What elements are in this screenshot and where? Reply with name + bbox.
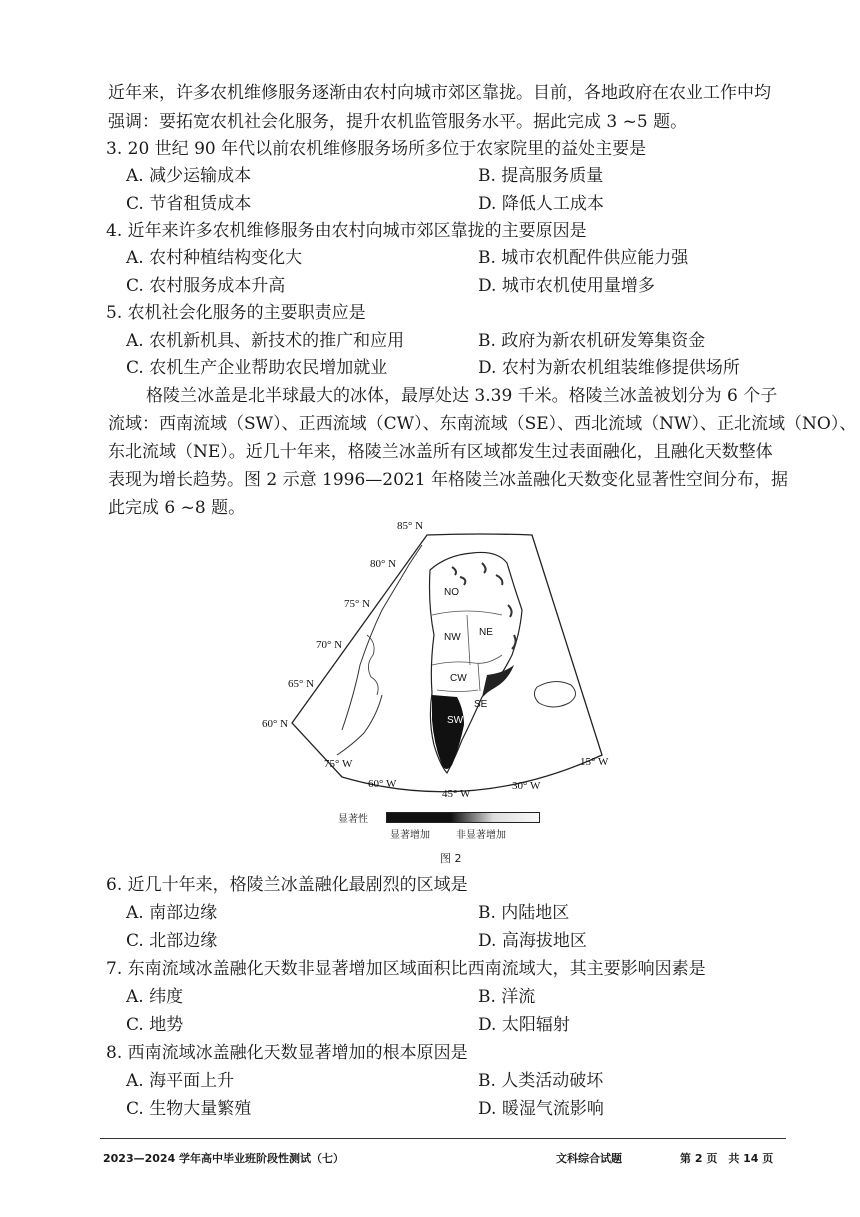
q5-option-d[interactable]: D. 农村为新农机组装维修提供场所 (478, 358, 740, 378)
q5-option-a[interactable]: A. 农机新机具、新技术的推广和应用 (126, 331, 405, 351)
region-label-nw: NW (444, 632, 461, 643)
intro-line-1: 近年来，许多农机维修服务逐渐由农村向城市郊区靠拢。目前，各地政府在农业工作中均 (108, 83, 771, 103)
q6-option-c[interactable]: C. 北部边缘 (126, 931, 218, 951)
lat-label-80n: 80° N (370, 558, 397, 570)
q8-option-b[interactable]: B. 人类活动破坏 (478, 1071, 604, 1091)
q4-option-c[interactable]: C. 农村服务成本升高 (126, 276, 286, 296)
greenland-map (262, 515, 612, 815)
q7-option-d[interactable]: D. 太阳辐射 (478, 1015, 570, 1035)
q3-option-b[interactable]: B. 提高服务质量 (478, 166, 604, 186)
region-label-no: NO (444, 587, 459, 598)
passage2-line-3: 东北流域（NE）。近几十年来，格陵兰冰盖所有区域都发生过表面融化，且融化天数整体 (108, 442, 773, 462)
legend-nonsignificant-label: 非显著增加 (456, 830, 506, 841)
lon-label-15w: 15° W (580, 756, 609, 768)
question-3-stem: 3. 20 世纪 90 年代以前农机维修服务场所多位于农家院里的益处主要是 (106, 139, 647, 159)
map-legend (338, 810, 558, 850)
q8-option-c[interactable]: C. 生物大量繁殖 (126, 1099, 252, 1119)
q8-option-a[interactable]: A. 海平面上升 (126, 1071, 235, 1091)
q7-option-a[interactable]: A. 纬度 (126, 987, 184, 1007)
question-5-stem: 5. 农机社会化服务的主要职责应是 (106, 303, 366, 323)
passage2-line-4: 表现为增长趋势。图 2 示意 1996—2021 年格陵兰冰盖融化天数变化显著性空间分布，据 (108, 470, 788, 490)
passage2-line-2: 流域：西南流域（SW）、正西流域（CW）、东南流域（SE）、西北流域（NW）、正北流域（NO）、 (108, 414, 857, 434)
q3-option-d[interactable]: D. 降低人工成本 (478, 194, 604, 214)
region-label-cw: CW (450, 673, 467, 684)
region-label-sw: SW (447, 715, 464, 726)
q4-option-b[interactable]: B. 城市农机配件供应能力强 (478, 248, 689, 268)
legend-significant-label: 显著增加 (390, 830, 430, 841)
q6-option-b[interactable]: B. 内陆地区 (478, 903, 570, 923)
q5-option-c[interactable]: C. 农机生产企业帮助农民增加就业 (126, 358, 388, 378)
lat-label-85n: 85° N (397, 520, 424, 532)
lon-label-45w: 45° W (442, 788, 471, 800)
legend-gradient-bar (386, 812, 540, 823)
q3-option-a[interactable]: A. 减少运输成本 (126, 166, 252, 186)
lat-label-60n: 60° N (262, 718, 289, 730)
greenland-map-svg (262, 515, 612, 815)
footer-divider (100, 1138, 786, 1139)
passage2-line-5: 此完成 6 ~8 题。 (108, 498, 246, 518)
q7-option-b[interactable]: B. 洋流 (478, 987, 536, 1007)
question-8-stem: 8. 西南流域冰盖融化天数显著增加的根本原因是 (106, 1043, 468, 1063)
iceland (534, 681, 575, 707)
passage2-line-1: 格陵兰冰盖是北半球最大的冰体，最厚处达 3.39 千米。格陵兰冰盖被划分为 6 个子 (146, 386, 778, 406)
q4-option-a[interactable]: A. 农村种植结构变化大 (126, 248, 303, 268)
q8-option-d[interactable]: D. 暖湿气流影响 (478, 1099, 604, 1119)
q5-option-b[interactable]: B. 政府为新农机研发筹集资金 (478, 331, 706, 351)
lat-label-65n: 65° N (288, 678, 315, 690)
q6-option-d[interactable]: D. 高海拔地区 (478, 931, 587, 951)
footer-exam-title: 2023—2024 学年高中毕业班阶段性测试（七） (103, 1152, 345, 1165)
legend-title: 显著性 (338, 814, 368, 825)
lon-label-75w: 75° W (324, 758, 353, 770)
intro-line-2: 强调：要拓宽农机社会化服务，提升农机监管服务水平。据此完成 3 ~5 题。 (108, 112, 688, 132)
region-label-se: SE (474, 699, 488, 710)
figure-caption: 图 2 (440, 852, 462, 865)
q6-option-a[interactable]: A. 南部边缘 (126, 903, 218, 923)
q4-option-d[interactable]: D. 城市农机使用量增多 (478, 276, 655, 296)
q3-option-c[interactable]: C. 节省租赁成本 (126, 194, 252, 214)
footer-page-number: 第 2 页 共 14 页 (680, 1152, 774, 1165)
lat-label-75n: 75° N (344, 598, 371, 610)
lon-label-30w: 30° W (512, 780, 541, 792)
question-6-stem: 6. 近几十年来，格陵兰冰盖融化最剧烈的区域是 (106, 875, 468, 895)
lon-label-60w: 60° W (368, 778, 397, 790)
question-4-stem: 4. 近年来许多农机维修服务由农村向城市郊区靠拢的主要原因是 (106, 221, 587, 241)
q7-option-c[interactable]: C. 地势 (126, 1015, 184, 1035)
footer-subject: 文科综合试题 (556, 1152, 622, 1165)
region-label-ne: NE (479, 627, 493, 638)
lat-label-70n: 70° N (316, 639, 343, 651)
question-7-stem: 7. 东南流域冰盖融化天数非显著增加区域面积比西南流域大，其主要影响因素是 (106, 959, 706, 979)
